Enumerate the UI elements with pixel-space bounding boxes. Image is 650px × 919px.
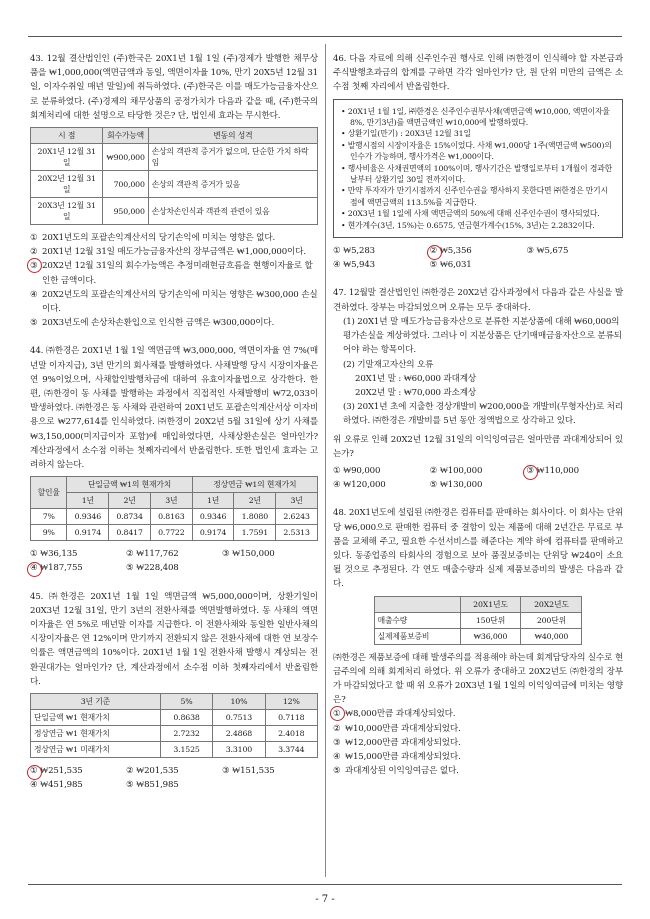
table-header: 1년 (192, 493, 234, 509)
table-cell: 950,000 (103, 198, 148, 225)
table-header: 시 점 (31, 128, 103, 144)
question-44-table (30, 476, 318, 541)
question-44-options (30, 547, 318, 575)
list-item: • 20X3년 1월 1일에 사채 액면금액의 50%에 대해 신주인수권이 행사되었다. (341, 209, 600, 219)
table-cell: 700,000 (103, 171, 148, 198)
table-cell: 0.8638 (160, 710, 212, 726)
option-text: 과대계상된 이익잉여금은 없다. (345, 766, 459, 777)
question-44-text: 44. ㈜한경은 20X1년 1월 1일 액면금액 ₩3,000,000, 액면이자율 연 7%(매년말 이자지급), 3년 만기의 회사채를 발행하였다. 사채발행 당시 시장이자율은 연 9%이었으며, 사채할인발행차금에 대하여 유효이자율법으로 상각한다. 한편, ㈜한경이 동 사채를 발행하는 과정에서 직접적인 사채발행비 ₩72,033이 발생하였다. ㈜한경은 동 사채와 관련하여 20X1년도 포괄손익계산서상 이자비용으로 ₩277,614를 인식하였다. ㈜한경이 20X2년 5월 31일에 상기 사채를 ₩3,150,000(미지급이자 포함)에 매입하였다면, 사채상환손실은 얼마인가? 계산과정에서 소수점 이하는 첫째자리에서 반올림한다. 또한 법인세 효과는 고려하지 않는다. (30, 346, 318, 471)
option-text: ₩130,000 (439, 480, 483, 491)
option-number: ② (30, 247, 38, 258)
question-46 (333, 52, 623, 272)
option-number: ② (429, 465, 438, 476)
table-cell: 20X3년 12월 31일 (31, 198, 103, 225)
option-text: 20X3년도에 손상차손환입으로 인식한 금액은 ₩300,000이다. (42, 318, 275, 329)
option-text: ₩110,000 (536, 465, 579, 476)
table-header: 10% (213, 694, 265, 710)
table-cell: 1.7591 (234, 525, 276, 541)
list-item: • 20X1년 1월 1일, ㈜한경은 신주인수권부사채(액면금액 ₩10,000, 액면이자율 8%, 만기3년)를 액면금액인 ₩10,000에 발행하였다. (341, 106, 610, 128)
table-row (31, 171, 318, 198)
table-row (31, 742, 318, 758)
bottom-rule (28, 884, 622, 885)
table-header: 단일금액 ₩1의 현재가치 (67, 477, 192, 493)
question-48-table (374, 596, 583, 645)
table-header: 12% (265, 694, 317, 710)
table-cell: 2.4868 (213, 726, 265, 742)
option-text: ₩8,000만큼 과대계상되었다. (345, 709, 456, 720)
list-item: • 발행시점의 시장이자율은 15%이었다. 사채 ₩1,000당 1주(액면금액 ₩500)의 인수가 가능하며, 행사가격은 ₩1,000이다. (341, 140, 612, 162)
table-cell: ₩36,000 (460, 628, 521, 644)
table-cell: 200단위 (521, 612, 582, 628)
option-4[interactable] (333, 478, 430, 492)
list-item: • 만약 투자자가 만기시점까지 신주인수권을 행사하지 못한다면 ㈜한경은 만기시점에 액면금액의 113.5%를 지급한다. (341, 186, 608, 207)
list-item: • 행사비율은 사채권면액의 100%이며, 행사기간은 발행일로부터 1개월이 경과한 날부터 상환기일 30일 전까지이다. (341, 163, 613, 185)
question-48-ask: ㈜한경은 제품보증에 대해 발생주의를 적용해야 하는데 회계담당자의 실수로 현금주의에 의해 회계처리 하였다. 위 오류가 중대하고 20X2년도 ㈜한경의 장부가 마감되었다고 할 때 위 오류가 20X3년 1월 1일의 이익잉여금에 미치는 영향은? (333, 652, 623, 706)
question-44 (30, 344, 318, 575)
table-cell: 손상차손인식과 객관적 관련이 있음 (148, 198, 317, 225)
table-header: 회수가능액 (103, 128, 148, 144)
question-46-text: 46. 다음 자료에 의해 신주인수권 행사로 인해 ㈜한경이 인식해야 할 자본금과 주식발행초과금의 합계를 구하면 각각 얼마인가? 단, 원 단위 미만의 금액은 소수점 첫째 자리에서 반올림한다. (333, 54, 623, 93)
option-2[interactable] (430, 464, 527, 478)
table-cell: 0.9346 (67, 509, 109, 525)
table-header: 3년 (276, 493, 318, 509)
list-item: • 현가계수(3년, 15%)는 0.6575, 연금현가계수(15%, 3년)는 2.2832이다. (341, 220, 595, 230)
selected-answer-mark: ② (429, 246, 438, 257)
option-4[interactable] (30, 778, 126, 792)
table-header: 5% (160, 694, 212, 710)
question-47 (333, 286, 623, 492)
option-number: ⑤ (429, 260, 438, 271)
option-5[interactable] (333, 764, 623, 778)
option-4-selected[interactable] (30, 561, 126, 575)
table-cell: 2.7232 (160, 726, 212, 742)
table-row (31, 726, 318, 742)
table-header: 2년 (234, 493, 276, 509)
option-number: ④ (30, 780, 38, 791)
option-1[interactable] (30, 547, 126, 561)
option-text: ₩120,000 (343, 480, 386, 491)
option-3[interactable] (222, 547, 318, 561)
option-3-selected[interactable] (526, 464, 623, 478)
table-cell: 0.9174 (192, 525, 234, 541)
table-header: 2년 (109, 493, 151, 509)
selected-answer-mark: ③ (30, 259, 42, 273)
option-5[interactable] (430, 478, 527, 492)
table-cell: 단일금액 ₩1 현재가치 (31, 710, 161, 726)
table-header: 변동의 성격 (148, 128, 317, 144)
list-item: • 상환기일(만기) : 20X3년 12월 31일 (341, 129, 471, 139)
option-number: ⑤ (126, 780, 134, 791)
table-cell: 정상연금 ₩1 현재가치 (31, 726, 161, 742)
top-rule (28, 36, 622, 37)
list-item: (2) 기말재고자산의 오류 (343, 359, 434, 370)
option-number: ③ (526, 246, 534, 257)
option-number: ④ (333, 260, 341, 271)
table-row (31, 509, 318, 525)
option-text: ₩187,755 (40, 563, 83, 574)
table-cell: 3.1525 (160, 742, 212, 758)
option-number: ② (126, 549, 134, 560)
option-5[interactable] (126, 778, 222, 792)
option-text: ₩12,000만큼 과대계상되었다. (345, 737, 461, 748)
table-cell: 0.8734 (109, 509, 151, 525)
option-number: ② (333, 723, 341, 734)
option-text: ₩251,535 (40, 766, 83, 777)
option-number: ④ (333, 751, 341, 762)
option-2-selected[interactable] (430, 244, 527, 258)
table-cell: 3.3744 (265, 742, 317, 758)
question-45-options (30, 764, 318, 792)
option-2[interactable] (30, 245, 318, 259)
option-number: ⑤ (30, 318, 38, 329)
question-45-table (30, 693, 318, 758)
list-item: 20X2년 말 : ₩70,000 과소계상 (355, 387, 477, 398)
table-row (31, 198, 318, 225)
option-number: ③ (222, 549, 230, 560)
option-text: ₩5,675 (536, 246, 569, 257)
option-2[interactable] (126, 547, 222, 561)
option-text: 20X1년도의 포괄손익계산서의 당기손익에 미치는 영향은 없다. (42, 233, 276, 244)
option-text: 20X2년 12월 31일의 회수가능액은 추정미래현금흐름을 현행이자율로 할인한 금액이다. (42, 261, 313, 286)
table-cell: 0.9174 (67, 525, 109, 541)
question-43-table (30, 127, 318, 225)
question-43-text: 43. 12월 결산법인인 (주)한국은 20X1년 1월 1일 (주)경제가 발행한 채무상품을 ₩1,000,000(액면금액과 동일, 액면이자율 10%, 만기 20X5년 12월 31일, 이자수취일 매년 말일)에 취득하였다. (주)한국은 이를 매도가능금융자산으로 분류하였다. (주)경제의 채무상품의 공정가치가 다음과 같을 때, (주)한국의 회계처리에 대한 설명으로 타당한 것은? 단, 법인세 효과는 무시한다. (30, 54, 318, 121)
option-number: ① (333, 465, 341, 476)
table-cell: 2.6243 (276, 509, 318, 525)
page-number: - 7 - (315, 894, 335, 905)
option-text: ₩851,985 (136, 780, 179, 791)
table-header: 3년 (150, 493, 192, 509)
option-3[interactable] (222, 764, 318, 778)
option-text: ₩151,535 (232, 766, 275, 777)
table-row (31, 525, 318, 541)
option-text: ₩201,535 (136, 766, 179, 777)
option-text: ₩5,283 (343, 246, 375, 257)
option-number: ④ (333, 480, 341, 491)
option-number: ② (126, 766, 134, 777)
option-text: ₩10,000만큼 과대계상되었다. (345, 723, 461, 734)
option-text: ₩117,762 (136, 549, 179, 560)
question-45-text: 45. ㈜한경은 20X1년 1월 1일 액면금액 ₩5,000,000이며, 상환기일이 20X3년 12월 31일, 만기 3년의 전환사채를 액면발행하였다. 동 사채의 액면이자율은 연 5%로 매년말 이자를 지급한다. 이 전환사채와 동일한 일반사채의 시장이자율은 연 12%이며 만기까지 전환되지 않은 전환사채에 대한 연 보장수익률은 액면금액의 10%이다. 20X1년 1월 1일 전환사채 발행시 계상되는 전환권대가는 얼마인가? 단, 계산과정에서 소수점 이하 첫째자리에서 반올림한다. (30, 591, 318, 687)
table-header: 20X1년도 (460, 596, 521, 612)
table-cell: 9% (31, 525, 67, 541)
table-cell: 0.7722 (150, 525, 192, 541)
option-number: ④ (30, 289, 38, 300)
table-cell: 7% (31, 509, 67, 525)
table-row (374, 612, 582, 628)
list-item: 20X1년 말 : ₩60,000 과대계상 (355, 373, 477, 384)
table-cell: 2.5313 (276, 525, 318, 541)
column-divider (325, 44, 326, 877)
selected-answer-mark: ③ (526, 465, 534, 476)
selected-answer-mark: ① (333, 707, 345, 721)
option-5[interactable] (30, 316, 318, 330)
table-cell: 실제제품보증비 (374, 628, 460, 644)
question-45 (30, 590, 318, 793)
right-column (333, 52, 623, 784)
option-4[interactable] (333, 258, 430, 272)
option-text: ₩150,000 (232, 549, 275, 560)
option-text: ₩5,356 (439, 246, 472, 257)
table-header (374, 596, 460, 612)
question-47-ask: 위 오류로 인해 20X2년 12월 31일의 이익잉여금은 얼마만큼 과대계상되어 있는가? (333, 434, 623, 459)
table-header: 정상연금 ₩1의 현재가치 (192, 477, 317, 493)
option-3[interactable] (526, 244, 623, 258)
table-cell: 0.8417 (109, 525, 151, 541)
option-text: ₩15,000만큼 과대계상되었다. (345, 751, 461, 762)
table-cell: 20X1년 12월 31일 (31, 144, 103, 171)
table-cell: 1.8080 (234, 509, 276, 525)
table-cell: 150단위 (460, 612, 521, 628)
option-number: ③ (222, 766, 230, 777)
table-header: 할인율 (31, 477, 67, 509)
option-1[interactable] (333, 464, 430, 478)
list-item: (1) 20X1년 말 매도가능금융자산으로 분류한 지분상품에 대해 ₩60,000의 평가손실을 계상하였다. 그러나 이 지분상품은 단기매매금융자산으로 분류되어야 하는 항목이다. (343, 316, 622, 356)
table-cell: ₩40,000 (521, 628, 582, 644)
option-number: ⑤ (429, 480, 438, 491)
table-cell: 2.4018 (265, 726, 317, 742)
option-3-selected[interactable] (30, 259, 318, 287)
option-text: 20X2년도의 포괄손익계산서의 당기손익에 미치는 영향은 ₩300,000 손실이다. (42, 289, 318, 315)
table-cell: 손상의 객관적 증거가 없으며, 단순한 가치 하락임 (148, 144, 317, 171)
table-cell: 매출수량 (374, 612, 460, 628)
table-header: 1년 (67, 493, 109, 509)
option-text: 20X1년 12월 31일 매도가능금융자산의 장부금액은 ₩1,000,000이다. (42, 247, 306, 258)
question-47-text: 47. 12월말 결산법인인 ㈜한경은 20X2년 감사과정에서 다음과 같은 사실을 발견하였다. 장부는 마감되었으며 오류는 모두 중대하다. (333, 288, 623, 313)
table-cell: 손상의 객관적 증거가 있음 (148, 171, 317, 198)
option-number: ⑤ (333, 766, 341, 777)
table-cell: 0.8163 (150, 509, 192, 525)
table-header: 3년 기준 (31, 694, 161, 710)
question-47-options (333, 464, 623, 492)
option-4[interactable] (30, 288, 318, 316)
question-46-options (333, 244, 623, 272)
option-number: ⑤ (126, 563, 134, 574)
table-cell: 0.9346 (192, 509, 234, 525)
question-48-text: 48. 20X1년도에 설립된 ㈜한경은 컴퓨터를 판매하는 회사이다. 이 회사는 단위당 ₩6,000으로 판매한 컴퓨터 중 결함이 있는 제품에 대해 2년간은 무료로 부품을 교체해 주고, 필요한 수선서비스를 해준다는 계약 하에 컴퓨터를 판매하고 있다. 동종업종의 타회사의 경험으로 보아 품질보증비는 단위당 ₩240이 소요될 것으로 추정된다. 각 연도 매출수량과 실제 제품보증비의 발생은 다음과 같다. (333, 508, 623, 590)
left-column (30, 52, 318, 799)
table-row (374, 628, 582, 644)
option-text: ₩100,000 (439, 465, 483, 476)
table-cell: 20X2년 12월 31일 (31, 171, 103, 198)
selected-answer-mark: ④ (30, 563, 38, 574)
table-cell: 3.3100 (213, 742, 265, 758)
question-46-info-box (333, 99, 623, 238)
option-number: ① (333, 246, 341, 257)
table-header: 20X2년도 (521, 596, 582, 612)
table-cell: 0.7513 (213, 710, 265, 726)
question-48 (333, 506, 623, 778)
option-text: ₩90,000 (343, 465, 381, 476)
option-2[interactable] (333, 722, 623, 736)
option-number: ③ (333, 737, 341, 748)
option-text: ₩6,031 (439, 260, 472, 271)
table-row (31, 144, 318, 171)
option-5[interactable] (126, 561, 222, 575)
option-1[interactable] (30, 231, 318, 245)
option-1-selected[interactable] (333, 707, 623, 721)
selected-answer-mark: ① (30, 766, 38, 777)
option-text: ₩228,408 (136, 563, 179, 574)
option-number: ① (30, 549, 38, 560)
option-1[interactable] (333, 244, 430, 258)
option-4[interactable] (333, 750, 623, 764)
table-cell: 0.7118 (265, 710, 317, 726)
option-text: ₩36,135 (40, 549, 78, 560)
option-text: ₩5,943 (343, 260, 375, 271)
table-cell: 정상연금 ₩1 미래가치 (31, 742, 161, 758)
table-row (31, 710, 318, 726)
question-43 (30, 52, 318, 330)
option-2[interactable] (126, 764, 222, 778)
table-cell: ₩900,000 (103, 144, 148, 171)
option-1-selected[interactable] (30, 764, 126, 778)
list-item: (3) 20X1년 초에 지출한 경상개발비 ₩200,000을 개발비(무형자산)로 처리하였다. ㈜한경은 개발비를 5년 동안 정액법으로 상각하고 있다. (343, 402, 623, 427)
option-3[interactable] (333, 736, 623, 750)
option-5[interactable] (430, 258, 527, 272)
option-number: ① (30, 233, 38, 244)
option-text: ₩451,985 (40, 780, 83, 791)
